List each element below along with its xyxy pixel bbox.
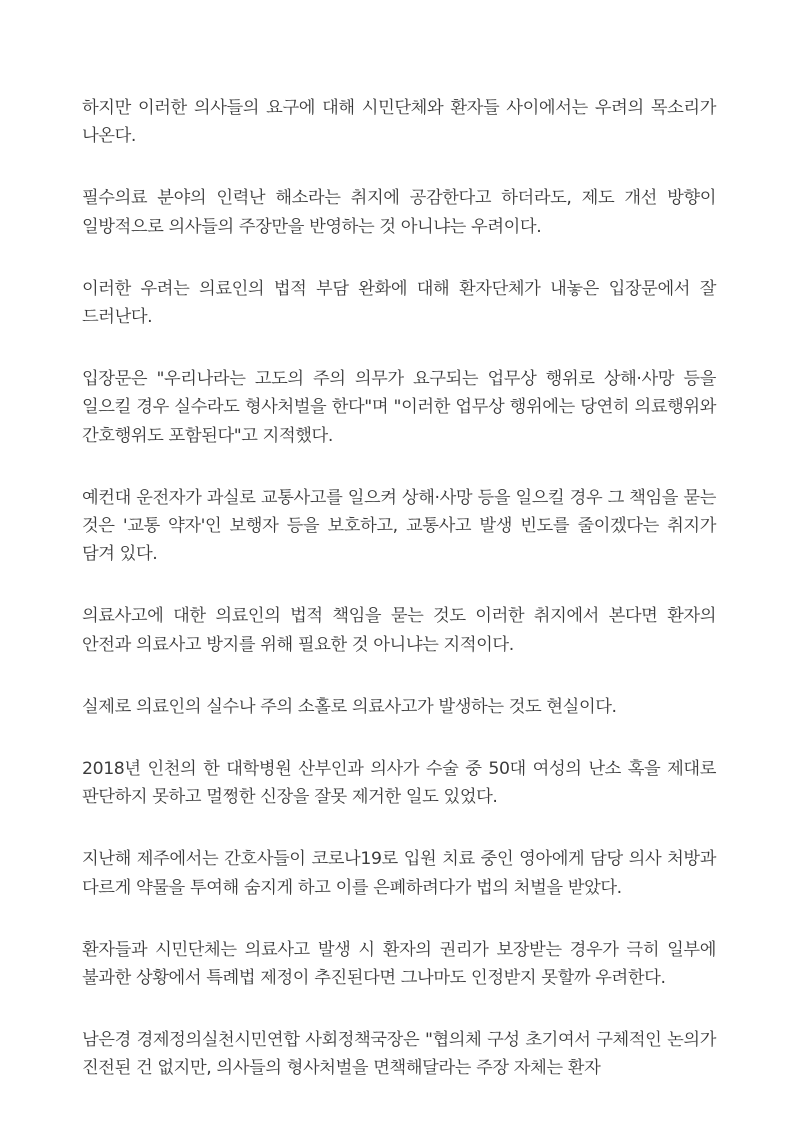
paragraph-7: 실제로 의료인의 실수나 주의 소홀로 의료사고가 발생하는 것도 현실이다. [82,696,617,717]
article-body [82,94,716,1083]
paragraph-6: 의료사고에 대한 의료인의 법적 책임을 묻는 것도 이러한 취지에서 본다면 환자의 안전과 의료사고 방지를 위해 필요한 것 아니냐는 지적이다. [82,606,716,655]
paragraph-8: 2018년 인천의 한 대학병원 산부인과 의사가 수술 중 50대 여성의 난소 혹을 제대로 판단하지 못하고 멀쩡한 신장을 잘못 제거한 일도 있었다. [82,759,716,808]
paragraph-1: 하지만 이러한 의사들의 요구에 대해 시민단체와 환자들 사이에서는 우려의 목소리가 나온다. [82,98,716,147]
paragraph-10: 환자들과 시민단체는 의료사고 발생 시 환자의 권리가 보장받는 경우가 극히 일부에 불과한 상황에서 특례법 제정이 추진된다면 그나마도 인정받지 못할까 우려한다. [82,939,716,989]
paragraph-4: 입장문은 "우리나라는 고도의 주의 의무가 요구되는 업무상 행위로 상해·사망 등을 일으킬 경우 실수라도 형사처벌을 한다"며 "이러한 업무상 행위에는 당연히 의료행위와 간호행위도 포함된다"고 지적했다. [82,369,716,446]
paragraph-2: 필수의료 분야의 인력난 해소라는 취지에 공감한다고 하더라도, 제도 개선 방향이 일방적으로 의사들의 주장만을 반영하는 것 아니냐는 우려이다. [82,188,716,237]
paragraph-5: 예컨대 운전자가 과실로 교통사고를 일으켜 상해·사망 등을 일으킬 경우 그 책임을 묻는 것은 '교통 약자'인 보행자 등을 보호하고, 교통사고 발생 빈도를 줄이겠다는 취지가 담겨 있다. [82,487,716,565]
paragraph-3: 이러한 우려는 의료인의 법적 부담 완화에 대해 환자단체가 내놓은 입장문에서 잘 드러난다. [82,278,716,328]
paragraph-9: 지난해 제주에서는 간호사들이 코로나19로 입원 치료 중인 영아에게 담당 의사 처방과 다르게 약물을 투여해 숨지게 하고 이를 은폐하려다가 법의 처벌을 받았다. [82,849,716,898]
paragraph-11: 남은경 경제정의실천시민연합 사회정책국장은 "협의체 구성 초기여서 구체적인 논의가 진전된 건 없지만, 의사들의 형사처벌을 면책해달라는 주장 자체는 환자 [82,1030,716,1079]
